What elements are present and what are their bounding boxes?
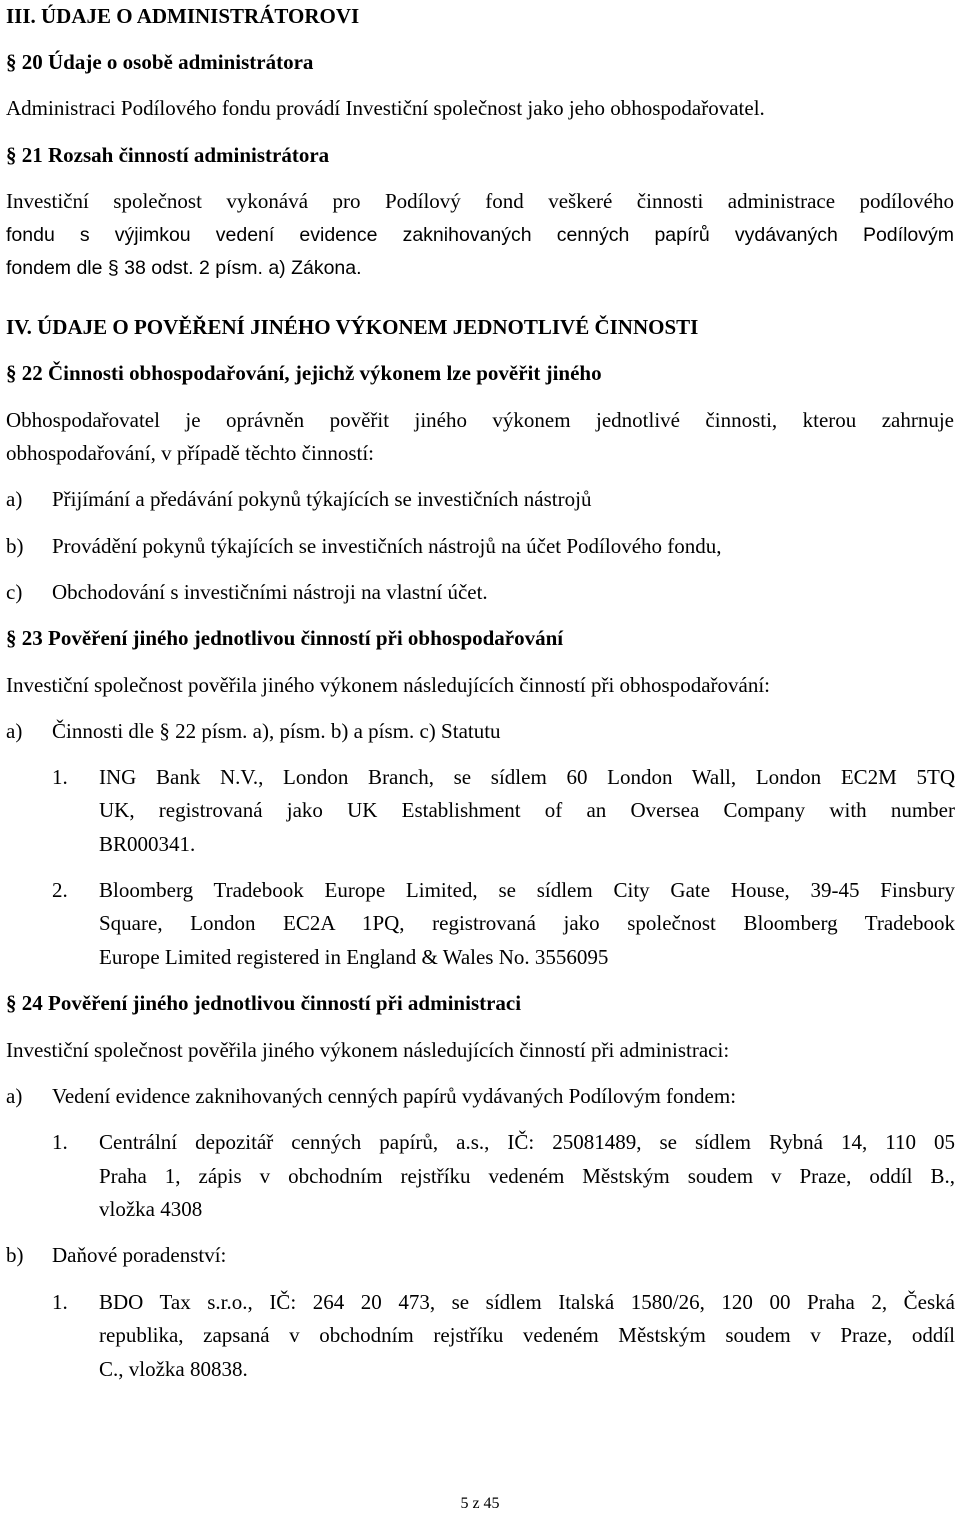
sub-item-line: Europe Limited registered in England & Wales No. 3556095 <box>99 945 609 969</box>
section-23-title: § 23 Pověření jiného jednotlivou činností při obhospodařování <box>6 626 564 650</box>
list-item: Činnosti dle § 22 písm. a), písm. b) a písm. c) Statutu <box>52 719 501 743</box>
sub-item-line: BR000341. <box>99 832 196 856</box>
section-20-title: § 20 Údaje o osobě administrátora <box>6 50 314 74</box>
sub-item-line: republika, zapsaná v obchodním rejstříku vedeném Městským soudem v Praze, oddíl <box>99 1323 955 1347</box>
sub-item-number: 1. <box>52 765 68 789</box>
sub-item-line: vložka 4308 <box>99 1197 203 1221</box>
sub-item-line: Centrální depozitář cenných papírů, a.s., IČ: 25081489, se sídlem Rybná 14, 110 05 <box>99 1130 955 1154</box>
section-24-title: § 24 Pověření jiného jednotlivou činností při administraci <box>6 991 522 1015</box>
list-item-marker: a) <box>6 719 23 743</box>
section-22-line-2: obhospodařování, v případě těchto činností: <box>6 441 375 465</box>
sub-item-number: 1. <box>52 1130 68 1154</box>
list-item: Vedení evidence zaknihovaných cenných papírů vydávaných Podílovým fondem: <box>52 1084 737 1108</box>
sub-item-line: BDO Tax s.r.o., IČ: 264 20 473, se sídlem Italská 1580/26, 120 00 Praha 2, Česká <box>99 1290 955 1314</box>
section-21-line-2: fondu s výjimkou vedení evidence zaknihovaných cenných papírů vydávaných Podílovým <box>6 224 954 246</box>
section-3-heading: III. ÚDAJE O ADMINISTRÁTOROVI <box>6 4 360 28</box>
list-item-marker: b) <box>6 1243 24 1267</box>
sub-item-number: 1. <box>52 1290 68 1314</box>
section-21-line-1: Investiční společnost vykonává pro Podílový fond veškeré činnosti administrace podílového <box>6 189 954 213</box>
list-item: Obchodování s investičními nástroji na vlastní účet. <box>52 580 488 604</box>
sub-item-line: Bloomberg Tradebook Europe Limited, se sídlem City Gate House, 39-45 Finsbury <box>99 878 955 902</box>
section-21-title: § 21 Rozsah činností administrátora <box>6 143 330 167</box>
section-23-text: Investiční společnost pověřila jiného výkonem následujících činností při obhospodařování: <box>6 673 771 697</box>
sub-item-line: UK, registrovaná jako UK Establishment of an Oversea Company with number <box>99 798 955 822</box>
list-item-marker: c) <box>6 580 23 604</box>
sub-item-number: 2. <box>52 878 68 902</box>
section-21-line-3: fondem dle § 38 odst. 2 písm. a) Zákona. <box>6 257 362 279</box>
list-item-marker: b) <box>6 534 24 558</box>
section-22-line-1: Obhospodařovatel je oprávněn pověřit jiného výkonem jednotlivé činnosti, kterou zahrnuje <box>6 408 954 432</box>
list-item: Přijímání a předávání pokynů týkajících se investičních nástrojů <box>52 487 592 511</box>
section-24-text: Investiční společnost pověřila jiného výkonem následujících činností při administraci: <box>6 1038 730 1062</box>
list-item: Daňové poradenství: <box>52 1243 227 1267</box>
list-item-marker: a) <box>6 487 23 511</box>
list-item: Provádění pokynů týkajících se investičních nástrojů na účet Podílového fondu, <box>52 534 722 558</box>
section-20-text: Administraci Podílového fondu provádí Investiční společnost jako jeho obhospodařovatel. <box>6 96 765 120</box>
section-22-title: § 22 Činnosti obhospodařování, jejichž výkonem lze pověřit jiného <box>6 361 602 385</box>
sub-item-line: C., vložka 80838. <box>99 1357 248 1381</box>
sub-item-line: Praha 1, zápis v obchodním rejstříku vedeném Městským soudem v Praze, oddíl B., <box>99 1164 955 1188</box>
list-item-marker: a) <box>6 1084 23 1108</box>
section-4-heading: IV. ÚDAJE O POVĚŘENÍ JINÉHO VÝKONEM JEDNOTLIVÉ ČINNOSTI <box>6 315 699 339</box>
sub-item-line: ING Bank N.V., London Branch, se sídlem 60 London Wall, London EC2M 5TQ <box>99 765 955 789</box>
page-number: 5 z 45 <box>460 1495 500 1512</box>
sub-item-line: Square, London EC2A 1PQ, registrovaná jako společnost Bloomberg Tradebook <box>99 911 955 935</box>
